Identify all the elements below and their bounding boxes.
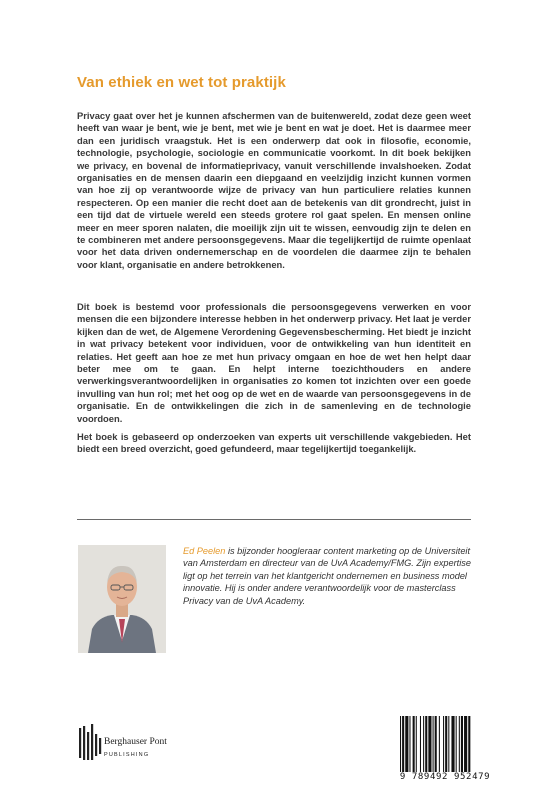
publisher-logo-mark — [77, 722, 105, 764]
barcode-bar — [402, 716, 404, 772]
isbn-number: 9 789492 952479 — [399, 772, 491, 782]
author-photo — [78, 545, 166, 653]
barcode-bar — [409, 716, 410, 772]
publisher-subtitle: PUBLISHING — [104, 752, 150, 758]
barcode-bar — [443, 716, 444, 772]
barcode-bar — [445, 716, 447, 772]
barcode-bar — [448, 716, 449, 772]
barcode-bar — [400, 716, 401, 772]
barcode-bar — [423, 716, 424, 772]
barcode-bar — [416, 716, 417, 772]
barcode-bar — [468, 716, 470, 772]
isbn-barcode — [398, 716, 492, 772]
paragraph-audience: Dit boek is bestemd voor professionals die persoonsgegevens verwerken en voor mensen die een bijzondere interesse hebben in het onderwerp privacy. Het laat je verder kijken dan de wet, de Algemene Verordening Gegevensbescherming. Het biedt je inzicht in wat privacy betekent voor individuen, voor de ontwikkeling van hun identiteit en relaties. Het geeft aan hoe ze met hun privacy omgaan en hoe de wet hen helpt daar beter mee om te gaan. En helpt interne toezichthouders en andere verwerkingsverantwoordelijken in organisaties zo komen tot inzichten over een goede invulling van hun rol; met het oog op de wet en de waarde van persoonsgegevens in de organisatie. En de ontwikkelingen die zich in de samenleving en de technologie voordoen. — [77, 301, 471, 424]
divider — [77, 519, 471, 520]
barcode-bar — [428, 716, 431, 772]
barcode-bar — [464, 716, 467, 772]
paragraph-intro: Privacy gaat over het je kunnen afschermen van de buitenwereld, zodat deze geen weet heeft van waar je bent, wie je bent, met wie je bent en wat je doet. Het is daarmee meer dan een juridisch vraagstuk. Het is een onderwerp dat ook in filosofie, economie, technologie, psychologie, sociologie en communicatie voorkomt. In dit boek bekijken we privacy, en bovenal de informatieprivacy, vanuit verschillende invalshoeken. Zodat organisaties en de mensen daarin een diepgaand en veelzijdig inzicht kunnen vormen van hoe zij op verantwoorde wijze de privacy van hun particuliere relaties kunnen respecteren. Op een manier die recht doet aan de betekenis van dit grondrecht, juist in een tijd dat de virtuele wereld een steeds grotere rol gaat spelen. En mensen online meer en meer sporen nalaten, die moeilijk zijn uit te wissen, eenvoudig zijn te delen en te combineren met andere persoonsgegevens. Maar die tegelijkertijd de ruimte openlaat voor het data driven ondernemerschap en de voordelen die daarmee zijn te behalen voor klant, organisatie en andere betrokkenen. — [77, 110, 471, 270]
barcode-bar — [433, 716, 434, 772]
barcode-bar — [459, 716, 460, 772]
barcode-bar — [435, 716, 437, 772]
barcode-bar — [405, 716, 408, 772]
section-title: Van ethiek en wet tot praktijk — [77, 74, 286, 91]
paragraph-basis: Het boek is gebaseerd op onderzoeken van experts uit verschillende vakgebieden. Het biedt een breed overzicht, goed gefundeerd, maar tegelijkertijd toegankelijk. — [77, 431, 471, 455]
barcode-bar — [461, 716, 463, 772]
author-bio — [183, 545, 473, 607]
barcode-bar — [413, 716, 415, 772]
barcode-bar — [439, 716, 440, 772]
barcode-bar — [456, 716, 457, 772]
barcode-bar — [425, 716, 427, 772]
barcode-bar — [420, 716, 421, 772]
publisher-name: Berghauser Pont — [104, 737, 167, 747]
barcode-bar — [451, 716, 454, 772]
author-name: Ed Peelen — [183, 546, 226, 556]
author-bio-text: is bijzonder hoogleraar content marketing op de Universiteit van Amsterdam en directeur van de UvA Academy/FMG. Zijn expertise ligt op het terrein van het klantgericht ondernemen en business model innovatie. Hij is onder andere verantwoordelijk voor de masterclass Privacy van de UvA Academy. — [183, 546, 471, 606]
